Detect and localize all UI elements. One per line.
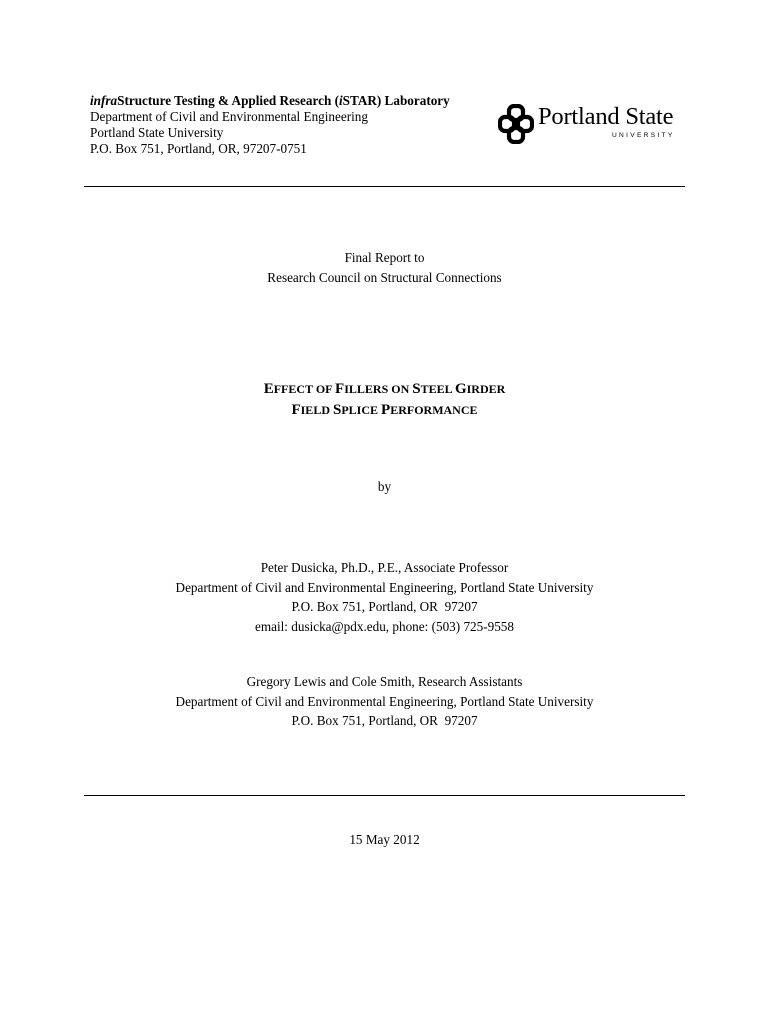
psu-knot-icon [498,104,534,144]
header-department: Department of Civil and Environmental Engineering [90,109,368,124]
header-university: Portland State University [90,125,224,140]
report-recipient [84,248,685,287]
lab-name-italic-i: i [339,93,343,108]
lab-header [90,93,450,157]
author2-affiliation: Department of Civil and Environmental Engineering, Portland State University [175,693,594,709]
author2-names: Gregory Lewis and Cole Smith, Research Assistants [246,674,523,689]
top-divider [84,186,685,187]
author2-address: P.O. Box 751, Portland, OR 97207 [291,713,478,728]
logo-name: Portland State [538,103,674,130]
by-line: by [377,479,392,494]
report-title [84,379,685,421]
author-assistants [84,672,685,731]
title-line1: EFFECT OF FILLERS ON STEEL GIRDER [263,381,506,397]
lab-name [90,93,450,109]
author1-contact: email: dusicka@pdx.edu, phone: (503) 725-9558 [255,618,514,634]
bottom-divider [84,795,685,796]
author1-affiliation: Department of Civil and Environmental Engineering, Portland State University [175,579,594,595]
report-line1: Final Report to [344,250,425,265]
header-address: P.O. Box 751, Portland, OR, 97207-0751 [90,141,307,156]
author1-address: P.O. Box 751, Portland, OR 97207 [291,599,478,614]
lab-name-part1: Structure Testing & Applied Research ( [117,93,339,108]
author-primary [84,558,685,636]
logo-subtitle: UNIVERSITY [612,132,675,139]
report-date: 15 May 2012 [349,832,420,847]
report-line2: Research Council on Structural Connections [267,269,502,285]
lab-name-part2: STAR) Laboratory [342,93,450,108]
portland-state-logo [498,102,682,146]
title-line2: FIELD SPLICE PERFORMANCE [291,402,478,418]
lab-name-prefix: infra [90,93,118,108]
author1-name: Peter Dusicka, Ph.D., P.E., Associate Professor [260,560,509,575]
